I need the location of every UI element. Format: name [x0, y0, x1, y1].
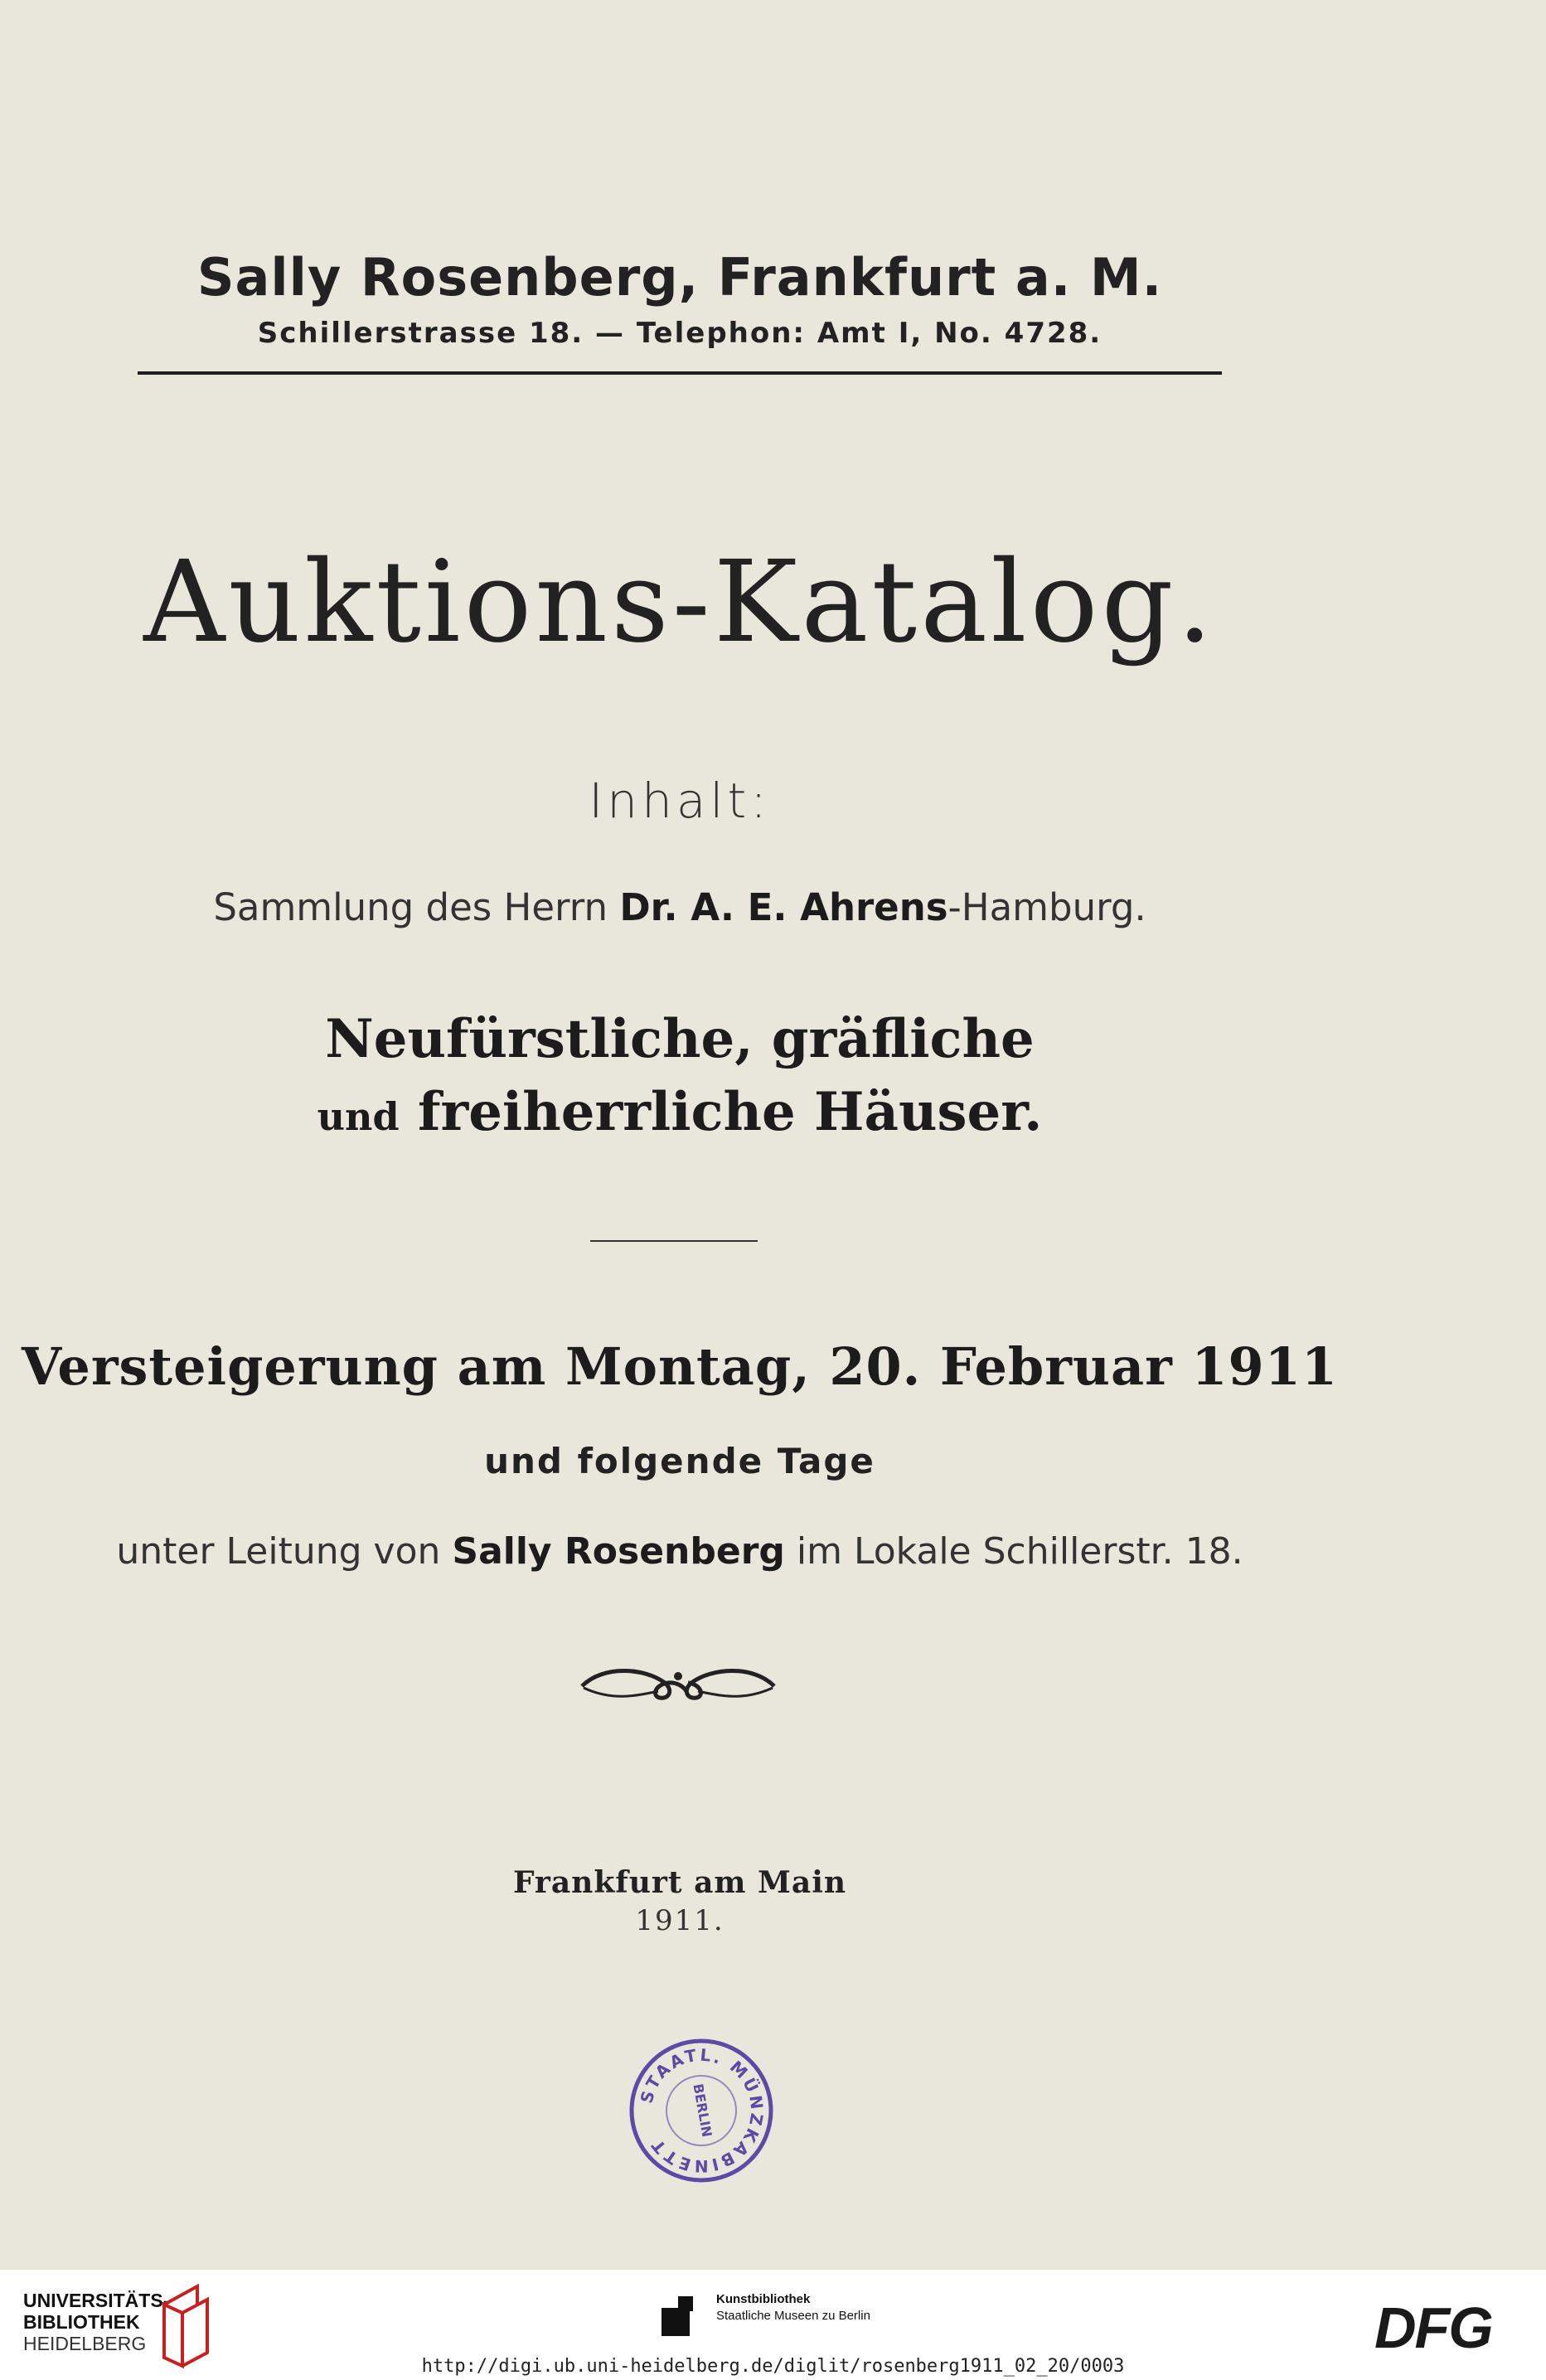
header-rule [138, 371, 1222, 375]
library-line-3: HEIDELBERG [23, 2333, 147, 2354]
houses-line-2 [0, 1076, 1359, 1153]
firm-name: Sally Rosenberg, Frankfurt a. M. [196, 247, 1163, 308]
partner-subtitle: Staatliche Museen zu Berlin [716, 2309, 870, 2323]
houses-line-2-rest: freiherrliche Häuser. [417, 1081, 1043, 1143]
auction-direction [0, 1530, 1359, 1573]
direction-prefix: unter Leitung von [116, 1530, 441, 1573]
imprint-year: 1911. [635, 1904, 725, 1937]
library-line-1: UNIVERSITÄTS- [23, 2290, 170, 2311]
firm-address: Schillerstrasse 18. — Telephon: Amt I, No. 4728. [257, 317, 1103, 350]
houses-line-2-und: und [317, 1094, 400, 1139]
houses-line-1: Neufürstliche, gräfliche [325, 1008, 1035, 1070]
ornament-flourish-icon [579, 1658, 778, 1711]
auction-date: Versteigerung am Montag, 20. Februar 1911 [22, 1336, 1338, 1397]
kunstbibliothek-logo-icon[interactable] [660, 2295, 706, 2341]
permalink-url[interactable]: http://digi.ub.uni-heidelberg.de/diglit/rosenberg1911_02_20/0003 [421, 2356, 1125, 2377]
footer-bar [0, 2270, 1546, 2380]
dfg-logo[interactable]: DFG [1374, 2295, 1492, 2360]
catalog-title: Auktions-Katalog. [143, 537, 1216, 668]
collection-suffix: -Hamburg. [947, 885, 1146, 929]
stamp-center-text: BERLIN [690, 2082, 715, 2139]
section-rule [590, 1240, 758, 1242]
collection-owner: Dr. A. E. Ahrens [619, 885, 948, 929]
auction-following-days: und folgende Tage [484, 1441, 875, 1481]
contents-label: Inhalt: [589, 773, 771, 829]
library-line-2: BIBLIOTHEK [23, 2311, 140, 2333]
partner-block [716, 2291, 870, 2324]
partner-name: Kunstbibliothek [716, 2292, 811, 2306]
collection-line [0, 885, 1359, 929]
library-name [23, 2290, 169, 2354]
direction-director: Sally Rosenberg [452, 1530, 785, 1573]
direction-suffix: im Lokale Schillerstr. 18. [796, 1530, 1243, 1573]
houses-heading [0, 1003, 1359, 1153]
imprint-place: Frankfurt am Main [512, 1865, 847, 1900]
collection-prefix: Sammlung des Herrn [213, 885, 608, 929]
museum-stamp-icon [628, 2038, 774, 2184]
svg-text:STAATL. MÜNZKABINETT: STAATL. MÜNZKABINETT [636, 2044, 768, 2177]
